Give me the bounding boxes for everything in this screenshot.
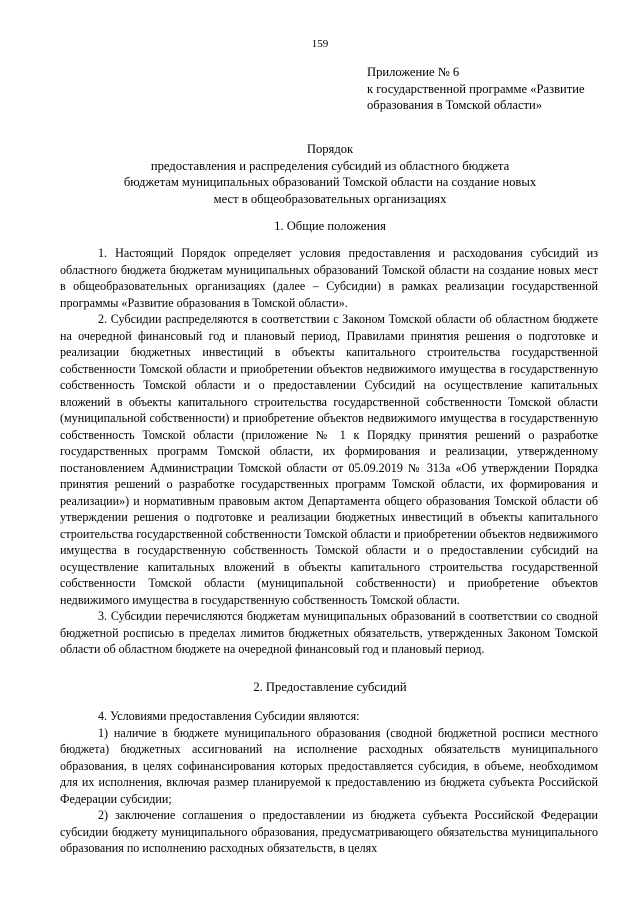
heading-title: Порядок [306, 142, 354, 156]
paragraph: 2. Субсидии распределяются в соответствии с Законом Томской области об областном бюджете на очередной финансовый год и плановый период, Правилами принятия решения о подготовке и реализации бюджетных инвестиций в объекты капитального строительства государственной собственности Томской области и приобретении объектов недвижимого имущества в государственную собственность Томской области и о предоставлении Субсидий на осуществление капитальных вложений в объекты капитального строительства государственной собственности Томской области (муниципальной собственности) и приобретение объектов недвижимого имущества в государственную собственность Томской области (приложение № 1 к Порядку принятия решений о разработке государственных программ Томской области, их формирования и реализации, утвержденному постановлением Администрации Томской области от 05.09.2019 № 313а «Об утверждении Порядка принятия решений о разработке государственных программ Томской области, их формирования и реализации») и нормативным правовым актом Департамента общего образования Томской области об утверждении решения о подготовке и реализации бюджетных инвестиций в объекты капитального строительства государственной собственности Томской области и приобретении объектов недвижимого имущества в государственную собственность Томской области и о предоставлении субсидий на осуществление капитальных вложений в объекты капитального строительства государственной собственности Томской области (муниципальной собственности) и приобретение объектов недвижимого имущества в государственную собственность Томской области. [60, 312, 598, 607]
annex-line: Приложение № 6 [367, 65, 460, 79]
annex-line: к государственной программе «Развитие [367, 81, 585, 96]
section-body [60, 708, 598, 857]
paragraph: 4. Условиями предоставления Субсидии являются: [98, 709, 360, 723]
section-title: 2. Предоставление субсидий [253, 680, 407, 694]
paragraph: 1) наличие в бюджете муниципального образования (сводной бюджетной росписи местного бюджета) бюджетных ассигнований на исполнение расходных обязательств муниципального образования, в целях софинансирования которых предоставляется субсидия, в объеме, необходимом для их исполнения, включая размер планируемой к предоставлению из бюджета субъекта Российской Федерации субсидии; [60, 725, 598, 806]
heading-line: бюджетам муниципальных образований Томской области на создание новых [123, 175, 537, 190]
page-number: 159 [311, 38, 329, 50]
section-body [60, 245, 598, 658]
document-heading [60, 141, 600, 207]
annex-line: образования в Томской области» [367, 98, 543, 112]
paragraph: 2) заключение соглашения о предоставлении из бюджета субъекта Российской Федерации субсидии бюджету муниципального образования, предусматривающего обязательства муниципального образования по исполнению расходных обязательств, в целях [60, 808, 598, 855]
annex-block [367, 64, 607, 114]
paragraph: 3. Субсидии перечисляются бюджетам муниципальных образований в соответствии со сводной бюджетной росписью в пределах лимитов бюджетных обязательств, утвержденных Законом Томской области об областном бюджете на очередной финансовый год и плановый период. [60, 609, 598, 656]
heading-line: мест в общеобразовательных организациях [213, 191, 447, 206]
paragraph: 1. Настоящий Порядок определяет условия предоставления и расходования субсидий из областного бюджета бюджетам муниципальных образований Томской области на создание новых мест в общеобразовательных организациях (далее – Субсидии) в рамках реализации государственной программы «Развитие образования в Томской области». [60, 246, 598, 310]
heading-line: предоставления и распределения субсидий из областного бюджета [150, 158, 510, 173]
section-title: 1. Общие положения [274, 219, 386, 233]
